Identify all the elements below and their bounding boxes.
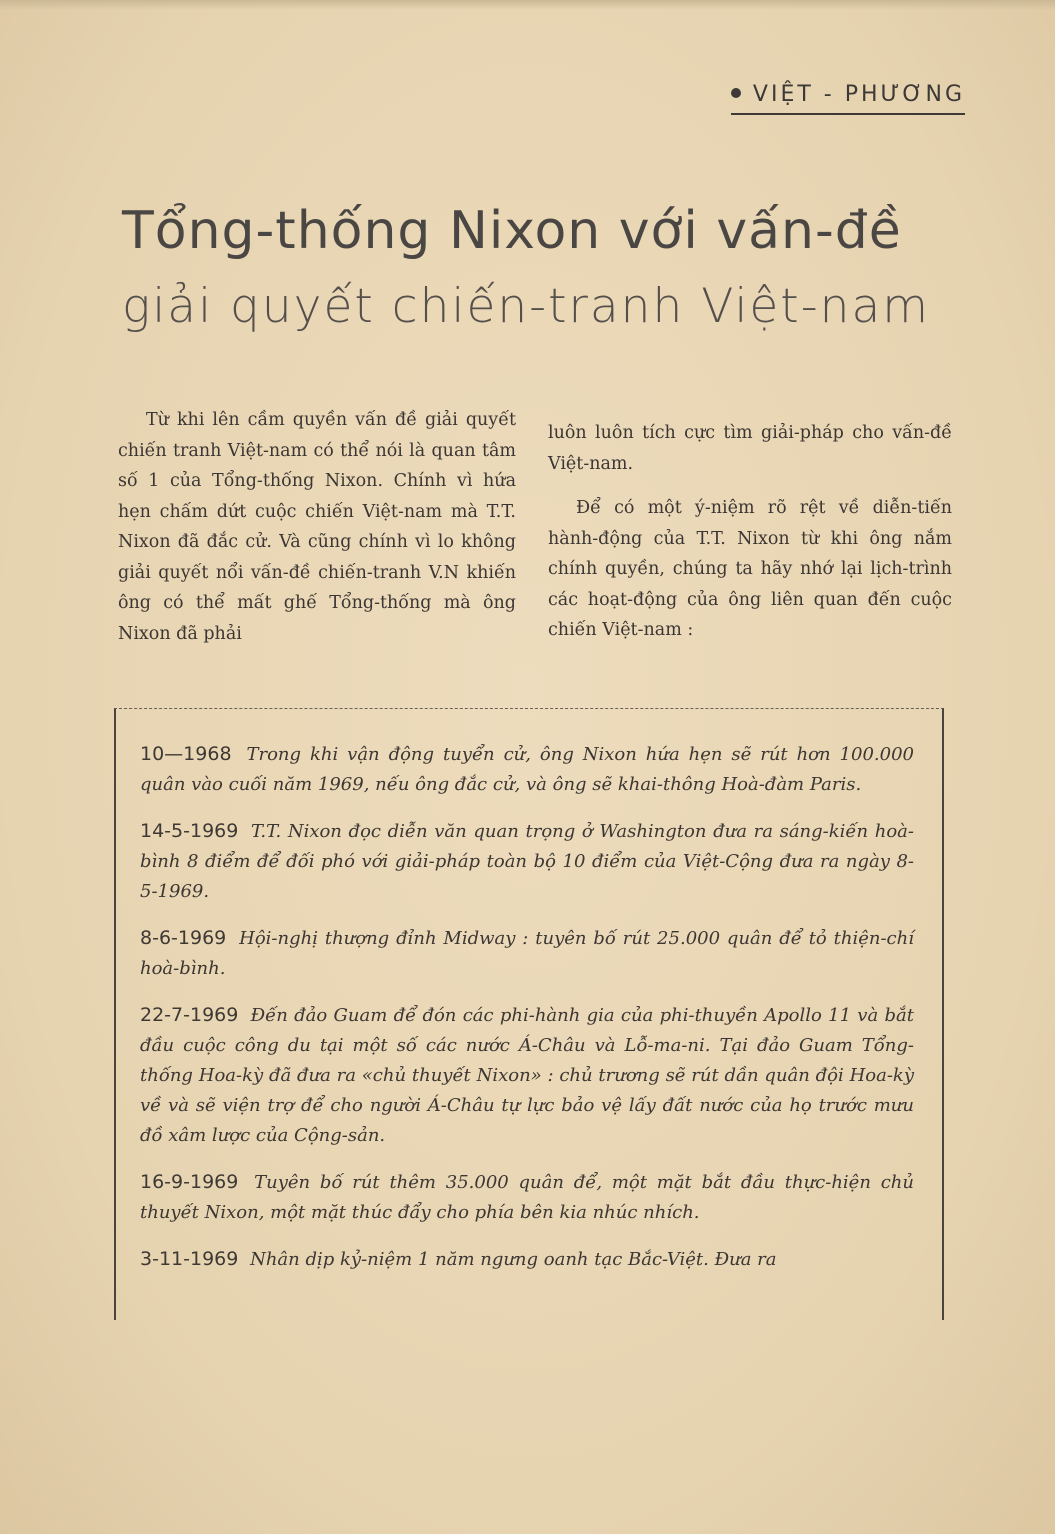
author-byline <box>731 82 965 115</box>
timeline-text: T.T. Nixon đọc diễn văn quan trọng ở Washington đưa ra sáng-kiến hoà-bình 8 điểm để đối phó với giải-pháp toàn bộ 10 điểm của Việt-Cộng đưa ra ngày 8-5-1969. <box>140 821 914 902</box>
bullet-dot-icon <box>731 88 741 98</box>
author-name: VIỆT - PHƯƠNG <box>752 82 965 107</box>
timeline-date: 10—1968 <box>140 743 232 765</box>
title-line-2: giải quyết chiến-tranh Việt-nam <box>122 279 931 334</box>
intro-paragraph-2: Để có một ý-niệm rõ rệt về diễn-tiến hành-động của T.T. Nixon từ khi ông nắm chính quyền, chúng ta hãy nhớ lại lịch-trình các hoạt-động của ông liên quan đến cuộc chiến Việt-nam : <box>548 498 952 640</box>
intro-column-left <box>118 405 516 649</box>
timeline-box <box>114 708 944 1320</box>
timeline-entry <box>140 923 914 984</box>
timeline-entry <box>140 816 914 907</box>
timeline-entry <box>140 739 914 800</box>
intro-paragraph-continued: luôn luôn tích cực tìm giải-pháp cho vấn-đề Việt-nam. <box>548 423 952 474</box>
timeline-entry <box>140 1244 914 1275</box>
timeline-date: 8-6-1969 <box>140 927 227 949</box>
timeline-text: Tuyên bố rút thêm 35.000 quân để, một mặt bắt đầu thực-hiện chủ thuyết Nixon, một mặt thúc đẩy cho phía bên kia nhúc nhích. <box>140 1172 914 1223</box>
timeline-entry <box>140 1000 914 1151</box>
title-line-1: Tổng-thống Nixon với vấn-đề <box>122 201 902 261</box>
timeline-date: 22-7-1969 <box>140 1004 239 1026</box>
timeline-text: Đến đảo Guam để đón các phi-hành gia của phi-thuyền Apollo 11 và bắt đầu cuộc công du tại một số các nước Á-Châu và Lỗ-ma-ni. Tại đảo Guam Tổng-thống Hoa-kỳ đã đưa ra «chủ thuyết Nixon» : chủ trương sẽ rút dần quân đội Hoa-kỳ về và sẽ viện trợ để cho người Á-Châu tự lực bảo vệ lấy đất nước của họ trước mưu đồ xâm lược của Cộng-sản. <box>140 1005 914 1146</box>
timeline-text: Nhân dịp kỷ-niệm 1 năm ngưng oanh tạc Bắc-Việt. Đưa ra <box>250 1249 777 1270</box>
timeline-text: Trong khi vận động tuyển cử, ông Nixon hứa hẹn sẽ rút hơn 100.000 quân vào cuối năm 1969, nếu ông đắc cử, và ông sẽ khai-thông Hoà-đàm Paris. <box>140 744 914 795</box>
article-title <box>122 195 942 347</box>
intro-paragraph: Từ khi lên cầm quyền vấn đề giải quyết chiến tranh Việt-nam có thể nói là quan tâm số 1 của Tổng-thống Nixon. Chính vì hứa hẹn chấm dứt cuộc chiến Việt-nam mà T.T. Nixon đã đắc cử. Và cũng chính vì lo không giải quyết nổi vấn-đề chiến-tranh V.N khiến ông có thể mất ghế Tổng-thống mà ông Nixon đã phải <box>118 410 516 644</box>
intro-column-right <box>548 418 952 646</box>
timeline-date: 3-11-1969 <box>140 1248 239 1270</box>
page-edge <box>0 0 1055 10</box>
timeline-text: Hội-nghị thượng đỉnh Midway : tuyên bố rút 25.000 quân để tỏ thiện-chí hoà-bình. <box>140 928 914 979</box>
timeline-date: 16-9-1969 <box>140 1171 239 1193</box>
timeline-entry <box>140 1167 914 1228</box>
timeline-date: 14-5-1969 <box>140 820 239 842</box>
